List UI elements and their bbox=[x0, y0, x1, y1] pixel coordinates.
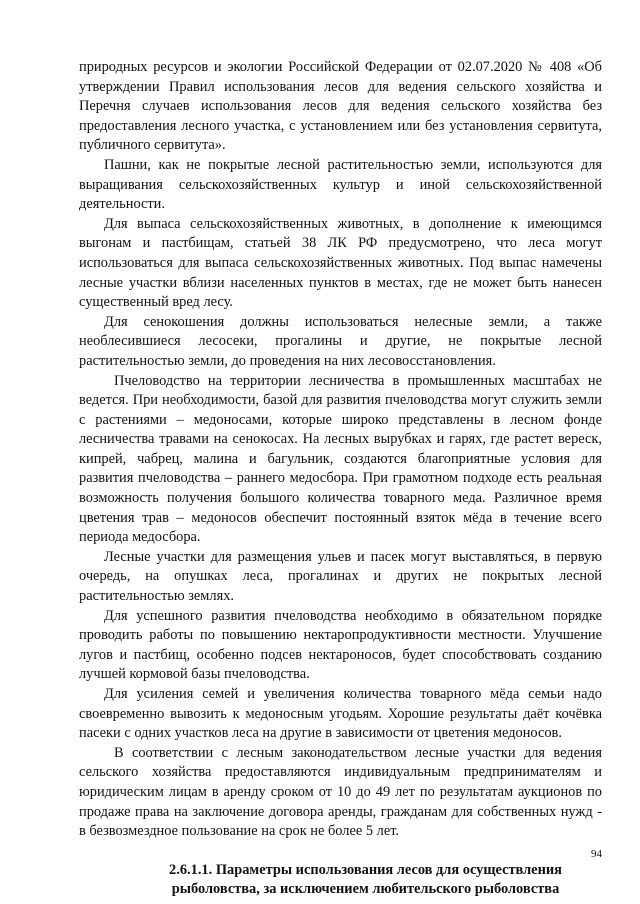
paragraph-nectar-productivity: Для успешного развития пчеловодства необходимо в обязательном порядке проводить работы по повышению нектаропродуктивности местности. Улучшение лугов и пастбищ, особенно подсев нектароносов, будет способствовать созданию лучшей кормовой базы пчеловодства. bbox=[79, 607, 602, 683]
paragraph-arable-land: Пашни, как не покрытые лесной растительностью земли, используются для выращивания сельскохозяйственных культур и иной сельскохозяйственной деятельности. bbox=[79, 156, 602, 213]
paragraph-continuation: природных ресурсов и экологии Российской Федерации от 02.07.2020 № 408 «Об утверждении Правил использования лесов для ведения сельского хозяйства и Перечня случаев использования лесов для ведения сельского хозяйства без предоставления лесного участка, с установлением или без установления сервитута, публичного сервитута». bbox=[79, 59, 602, 154]
paragraph-legislation: В соответствии с лесным законодательством лесные участки для ведения сельского хозяйства предоставляются индивидуальным предпринимателям и юридическим лицам в аренду сроком от 10 до 49 лет по результатам аукционов по продаже права на заключение договора аренды, гражданам для собственных нужд - в безвозмездное пользование на срок не более 5 лет. bbox=[79, 744, 602, 840]
section-heading: 2.6.1.1. Параметры использования лесов для осуществления рыболовства, за исключением любительского рыболовства bbox=[169, 861, 562, 898]
paragraph-haymaking: Для сенокошения должны использоваться нелесные земли, а также необлесившиеся лесосеки, прогалины и другие, не покрытые лесной растительностью земли, до проведения на них лесовосстановления. bbox=[79, 313, 602, 369]
paragraph-beekeeping: Пчеловодство на территории лесничества в промышленных масштабах не ведется. При необходимости, базой для развития пчеловодства могут служить земли с растениями – медоносами, которые широко представлены в лесном фонде лесничества травами на сенокосах. На лесных вырубках и гарях, где растет вереск, кипрей, чабрец, малина и багульник, создаются благоприятные условия для развития пчеловодства – раннего медосбора. При грамотном подходе есть реальная возможность получения большого количества товарного меда. Различное время цветения трав – медоносов обеспечит постоянный взяток мёда в течение всего периода медосбора. bbox=[79, 372, 602, 546]
page-number: 94 bbox=[591, 848, 602, 860]
paragraph-grazing: Для выпаса сельскохозяйственных животных, в дополнение к имеющимся выгонам и пастбищам, статьей 38 ЛК РФ предусмотрено, что леса могут использоваться для выпаса сельскохозяйственных животных. Под выпас намечены лесные участки вблизи населенных пунктов в местах, где не может быть нанесен существенный вред лесу. bbox=[79, 215, 602, 311]
body-text bbox=[79, 58, 602, 842]
paragraph-hive-placement: Лесные участки для размещения ульев и пасек могут выставляться, в первую очередь, на опушках леса, прогалинах и других не покрытых лесной растительностью землях. bbox=[79, 548, 602, 605]
paragraph-colony-strengthening: Для усиления семей и увеличения количества товарного мёда семьи надо своевременно вывозить к медоносным угодьям. Хорошие результаты даёт кочёвка пасеки с одних участков леса на другие в зависимости от цветения медоносов. bbox=[79, 686, 602, 742]
